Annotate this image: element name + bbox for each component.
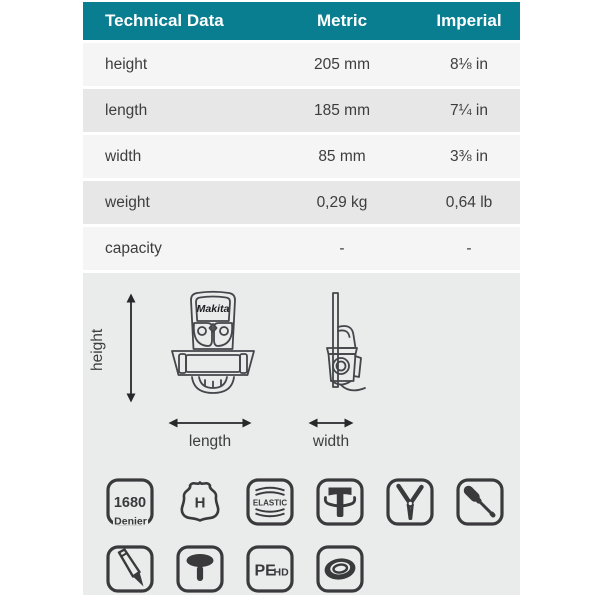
hammer-holder-icon: [315, 477, 365, 527]
rivet-icon: [175, 544, 225, 594]
table-title: Technical Data: [105, 11, 224, 30]
imperial-value: 8⅛ in: [450, 55, 488, 73]
grommet-icon: [315, 544, 365, 594]
imperial-value: 3⅜ in: [450, 147, 488, 165]
table-row-height: [83, 43, 520, 86]
elastic-icon: [245, 477, 295, 527]
svg-text:ELASTIC: ELASTIC: [252, 498, 288, 508]
table-row-capacity: [83, 227, 520, 270]
length-dimension-label: length: [188, 433, 232, 450]
pehd-icon: [245, 544, 295, 594]
makita-logo: Makita: [196, 303, 230, 315]
row-label: length: [105, 101, 148, 119]
row-label: width: [105, 147, 142, 165]
tool-holder-side-view: [308, 290, 368, 402]
svg-text:H: H: [194, 494, 206, 512]
row-label: weight: [105, 193, 150, 211]
metric-value: 0,29 kg: [316, 193, 368, 211]
row-label: height: [105, 55, 148, 73]
pencil-icon: [105, 544, 155, 594]
diagram-panel: [83, 273, 520, 595]
height-dimension-label: height: [89, 328, 106, 372]
technical-data-table: [83, 2, 520, 270]
imperial-value: 0,64 lb: [445, 193, 493, 211]
metric-value: 85 mm: [318, 147, 366, 165]
svg-text:HD: HD: [273, 566, 289, 579]
tool-holder-front-view: [163, 290, 263, 402]
width-dimension-label: width: [312, 433, 350, 450]
table-row-width: [83, 135, 520, 178]
length-arrow: [168, 416, 252, 430]
height-arrow: [123, 293, 139, 403]
metric-value: 205 mm: [314, 55, 370, 73]
table-header-row: [83, 2, 520, 40]
row-label: capacity: [105, 239, 162, 257]
width-arrow: [308, 416, 354, 430]
table-row-weight: [83, 181, 520, 224]
svg-text:PE: PE: [254, 562, 276, 580]
metric-value: -: [339, 239, 345, 257]
svg-text:Denier: Denier: [114, 515, 147, 527]
imperial-value: 7¼ in: [450, 101, 488, 119]
metric-value: 185 mm: [314, 101, 370, 119]
screwdriver-icon: [455, 477, 505, 527]
column-header-imperial: Imperial: [436, 11, 502, 30]
table-row-length: [83, 89, 520, 132]
imperial-value: -: [466, 239, 472, 257]
pliers-icon: [385, 477, 435, 527]
fabric-1680-denier-icon: [105, 477, 155, 527]
leather-h-icon: [175, 477, 225, 527]
svg-text:1680: 1680: [113, 495, 147, 511]
column-header-metric: Metric: [316, 11, 368, 30]
